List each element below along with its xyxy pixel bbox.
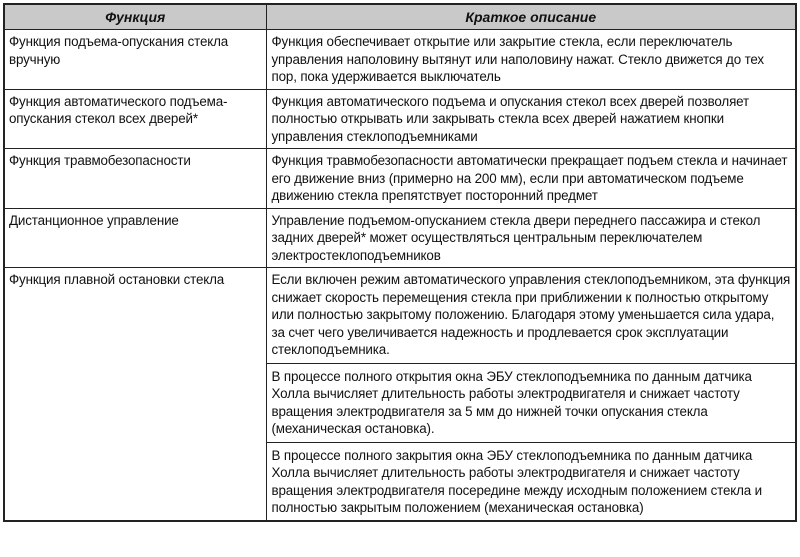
- description-cell: [266, 268, 796, 521]
- function-cell: Функция подъема-опускания стекла вручную: [4, 30, 266, 90]
- function-cell: Функция плавной остановки стекла: [4, 268, 266, 521]
- function-table: [3, 3, 797, 522]
- function-cell: Функция травмобезопасности: [4, 149, 266, 209]
- description-paragraph: Функция обеспечивает открытие или закрытие стекла, если переключатель управления наполовину вытянут или наполовину нажат. Стекло движется до тех пор, пока удерживается выключатель: [271, 34, 764, 84]
- table-row: [4, 149, 796, 209]
- description-paragraph: В процессе полного закрытия окна ЭБУ стеклоподъемника по данным датчика Холла вычисляет длительность работы электродвигателя и снижает частоту вращения электродвигателя посередине между исходным положением стекла и полностью закрытым положением (механическая остановка): [267, 442, 796, 517]
- description-cell: [266, 30, 796, 90]
- description-cell: [266, 208, 796, 268]
- description-paragraph: Управление подъемом-опусканием стекла двери переднего пассажира и стекол задних дверей* может осуществляться центральным переключателем электростеклоподъемников: [271, 212, 761, 263]
- description-paragraph: Функция автоматического подъема и опускания стекол всех дверей позволяет полностью открывать или закрывать стекла всех дверей нажатием кнопки управления стеклоподъемниками: [271, 93, 750, 144]
- description-cell: [266, 89, 796, 149]
- column-header-function: Функция: [4, 4, 266, 30]
- table-row: [4, 89, 796, 149]
- description-paragraph: Функция травмобезопасности автоматически прекращает подъем стекла и начинает его движение вниз (примерно на 200 мм), если при автоматическом подъеме движению стекла препятствует посторонний предмет: [271, 153, 788, 203]
- table-row: [4, 30, 796, 90]
- table-row: [4, 208, 796, 268]
- description-paragraph: Если включен режим автоматического управления стеклоподъемником, эта функция снижает скорость перемещения стекла при приближении к полностью открытому или полностью закрытому положению. Благодаря этому уменьшается сила удара, за счет чего увеличивается надежность и продлевается срок эксплуатации стеклоподъемника.: [271, 272, 791, 357]
- column-header-description: Краткое описание: [266, 4, 796, 30]
- function-cell: Дистанционное управление: [4, 208, 266, 268]
- table-header-row: [4, 4, 796, 30]
- description-cell: [266, 149, 796, 209]
- table-row: [4, 268, 796, 521]
- description-paragraph: В процессе полного открытия окна ЭБУ стеклоподъемника по данным датчика Холла вычисляет длительность работы электродвигателя и снижает частоту вращения электродвигателя за 5 мм до нижней точки опускания стекла (механическая остановка).: [267, 363, 796, 438]
- function-cell: Функция автоматического подъема-опускания стекол всех дверей*: [4, 89, 266, 149]
